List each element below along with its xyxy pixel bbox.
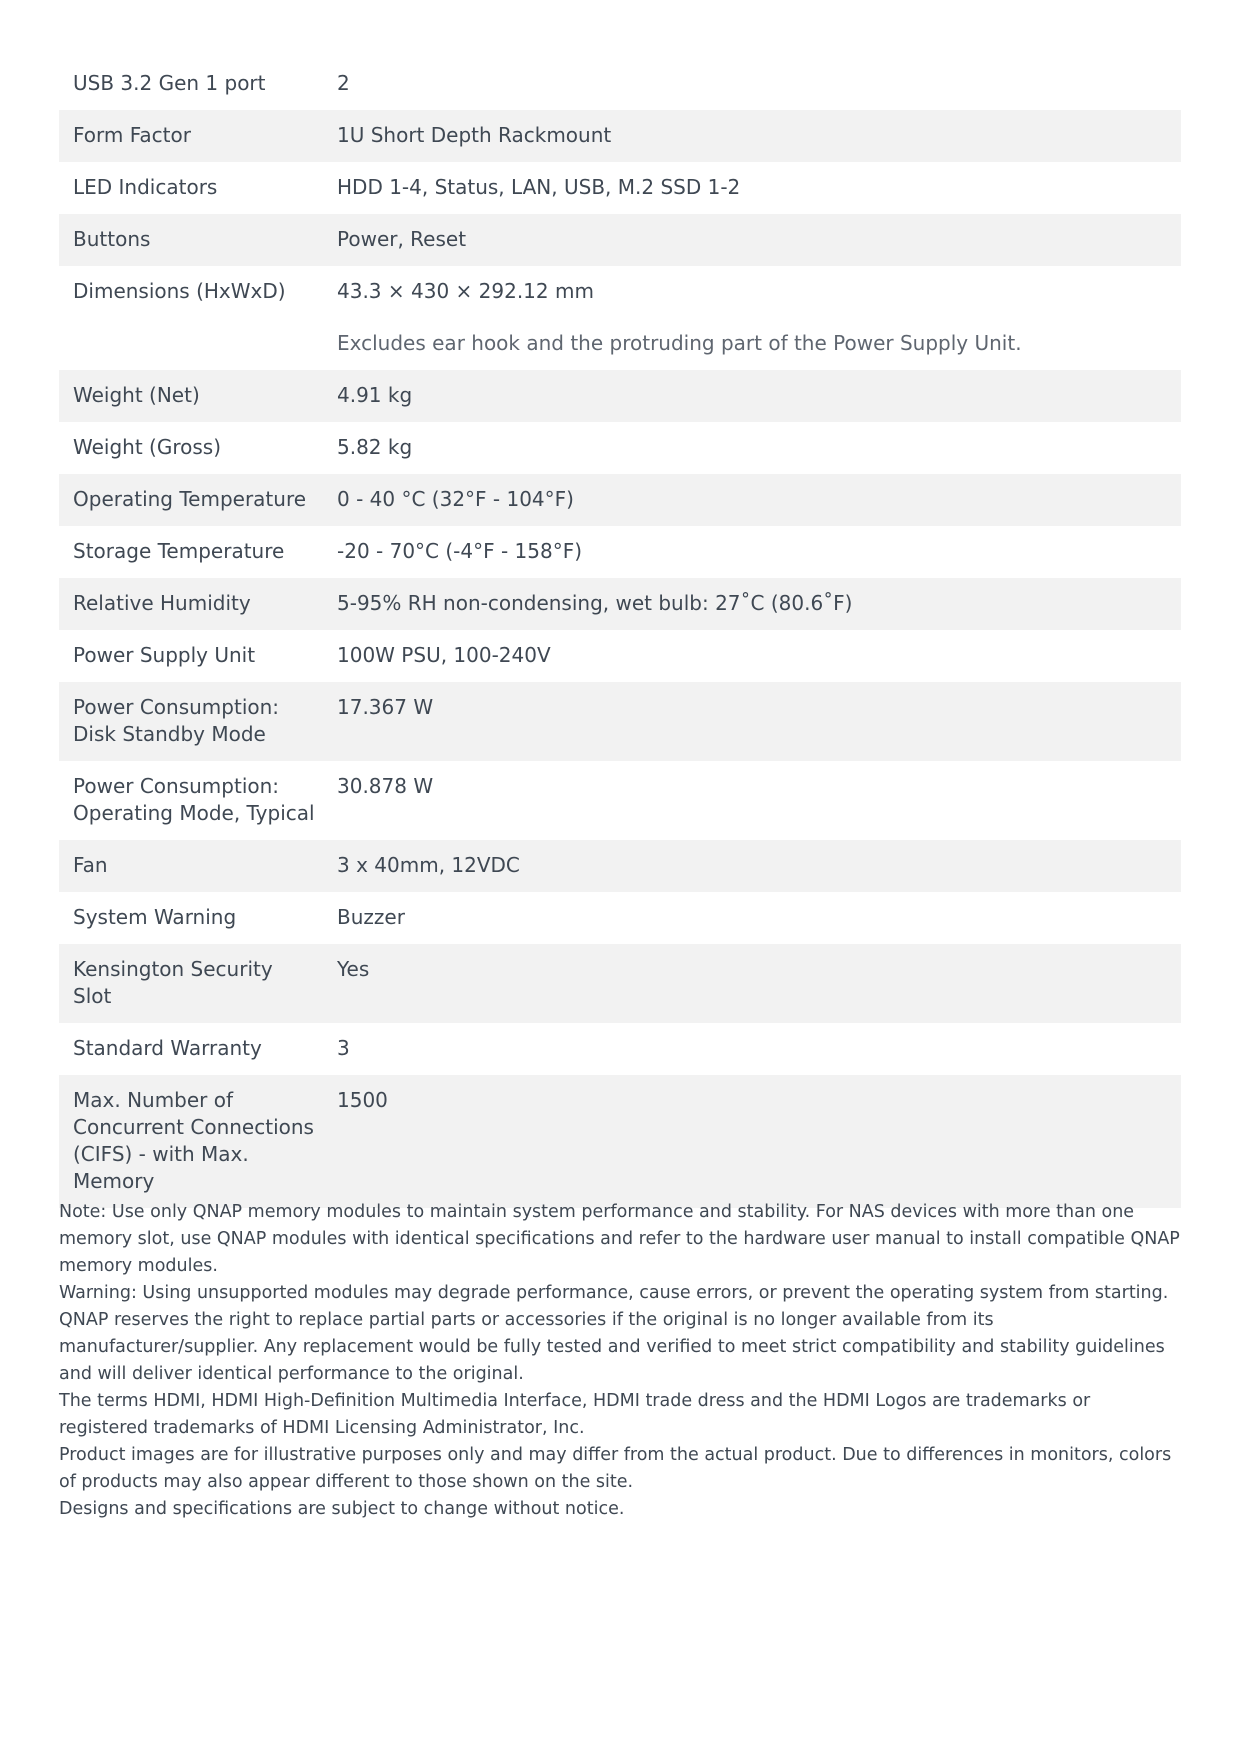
- spec-label: Standard Warranty: [73, 1036, 262, 1060]
- spec-value: 43.3 × 430 × 292.12 mm: [337, 279, 594, 303]
- change-notice: Designs and specifications are subject to change without notice.: [59, 1499, 625, 1519]
- spec-value-group: [325, 278, 1181, 357]
- spec-row-operating-temperature: [59, 474, 1181, 526]
- spec-row-usb: [59, 58, 1181, 110]
- spec-label: System Warning: [73, 905, 237, 929]
- spec-value: 2: [337, 71, 350, 95]
- spec-value: 1500: [337, 1088, 388, 1112]
- spec-label: Storage Temperature: [73, 539, 285, 563]
- spec-value: 30.878 W: [337, 774, 434, 798]
- spec-row-form-factor: [59, 110, 1181, 162]
- spec-label: Max. Number of Concurrent Connections (CIFS) - with Max. Memory: [73, 1088, 314, 1193]
- spec-row-power-supply-unit: [59, 630, 1181, 682]
- replacement-note: QNAP reserves the right to replace partial parts or accessories if the original is no longer available from its manufacturer/supplier. Any replacement would be fully tested and verified to meet strict compatibility and stability guidelines and will deliver identical performance to the original.: [59, 1310, 1165, 1384]
- spec-label: Operating Temperature: [73, 487, 307, 511]
- spec-label: Kensington Security Slot: [73, 957, 273, 1008]
- spec-row-weight-net: [59, 370, 1181, 422]
- spec-value: 4.91 kg: [337, 383, 413, 407]
- spec-label: LED Indicators: [73, 175, 218, 199]
- spec-value: 5.82 kg: [337, 435, 413, 459]
- spec-label: Power Consumption: Operating Mode, Typical: [73, 774, 315, 825]
- spec-value: -20 - 70°C (-4°F - 158°F): [337, 539, 583, 563]
- spec-label: USB 3.2 Gen 1 port: [73, 71, 266, 95]
- spec-value: 0 - 40 °C (32°F - 104°F): [337, 487, 574, 511]
- spec-value: 3 x 40mm, 12VDC: [337, 853, 520, 877]
- spec-label: Fan: [73, 853, 108, 877]
- memory-note: Note: Use only QNAP memory modules to maintain system performance and stability. For NAS devices with more than one memory slot, use QNAP modules with identical specifications and refer to the hardware user manual to install compatible QNAP memory modules.: [59, 1202, 1180, 1276]
- spec-row-led-indicators: [59, 162, 1181, 214]
- spec-footnote: Excludes ear hook and the protruding part of the Power Supply Unit.: [337, 331, 1022, 355]
- spec-label: Dimensions (HxWxD): [73, 279, 286, 303]
- spec-value: 17.367 W: [337, 695, 434, 719]
- spec-row-storage-temperature: [59, 526, 1181, 578]
- spec-label: Form Factor: [73, 123, 191, 147]
- spec-row-power-standby: [59, 682, 1181, 761]
- spec-value: Power, Reset: [337, 227, 467, 251]
- spec-label: Buttons: [73, 227, 151, 251]
- spec-value: HDD 1-4, Status, LAN, USB, M.2 SSD 1-2: [337, 175, 741, 199]
- spec-label: Weight (Gross): [73, 435, 221, 459]
- spec-label: Power Supply Unit: [73, 643, 256, 667]
- hdmi-trademark-note: The terms HDMI, HDMI High-Definition Multimedia Interface, HDMI trade dress and the HDMI Logos are trademarks or registered trademarks of HDMI Licensing Administrator, Inc.: [59, 1391, 1091, 1438]
- spec-row-fan: [59, 840, 1181, 892]
- spec-value: Yes: [337, 957, 370, 981]
- spec-row-weight-gross: [59, 422, 1181, 474]
- spec-label: Weight (Net): [73, 383, 200, 407]
- spec-row-relative-humidity: [59, 578, 1181, 630]
- spec-value: Buzzer: [337, 905, 405, 929]
- spec-row-kensington-slot: [59, 944, 1181, 1023]
- spec-value: 3: [337, 1036, 350, 1060]
- spec-row-buttons: [59, 214, 1181, 266]
- spec-row-power-operating: [59, 761, 1181, 840]
- spec-value: 5-95% RH non-condensing, wet bulb: 27˚C (80.6˚F): [337, 591, 853, 615]
- spec-label: Power Consumption: Disk Standby Mode: [73, 695, 280, 746]
- spec-table: [59, 58, 1181, 1208]
- spec-row-standard-warranty: [59, 1023, 1181, 1075]
- warning-note: Warning: Using unsupported modules may degrade performance, cause errors, or prevent the operating system from starting.: [59, 1283, 1169, 1303]
- spec-row-max-connections: [59, 1075, 1181, 1208]
- spec-label: Relative Humidity: [73, 591, 251, 615]
- notes-section: [59, 1199, 1184, 1523]
- spec-row-system-warning: [59, 892, 1181, 944]
- spec-value: 100W PSU, 100-240V: [337, 643, 551, 667]
- product-images-note: Product images are for illustrative purposes only and may differ from the actual product. Due to differences in monitors, colors of products may also appear different to those shown on the site.: [59, 1445, 1172, 1492]
- spec-value: 1U Short Depth Rackmount: [337, 123, 612, 147]
- spec-row-dimensions: [59, 266, 1181, 370]
